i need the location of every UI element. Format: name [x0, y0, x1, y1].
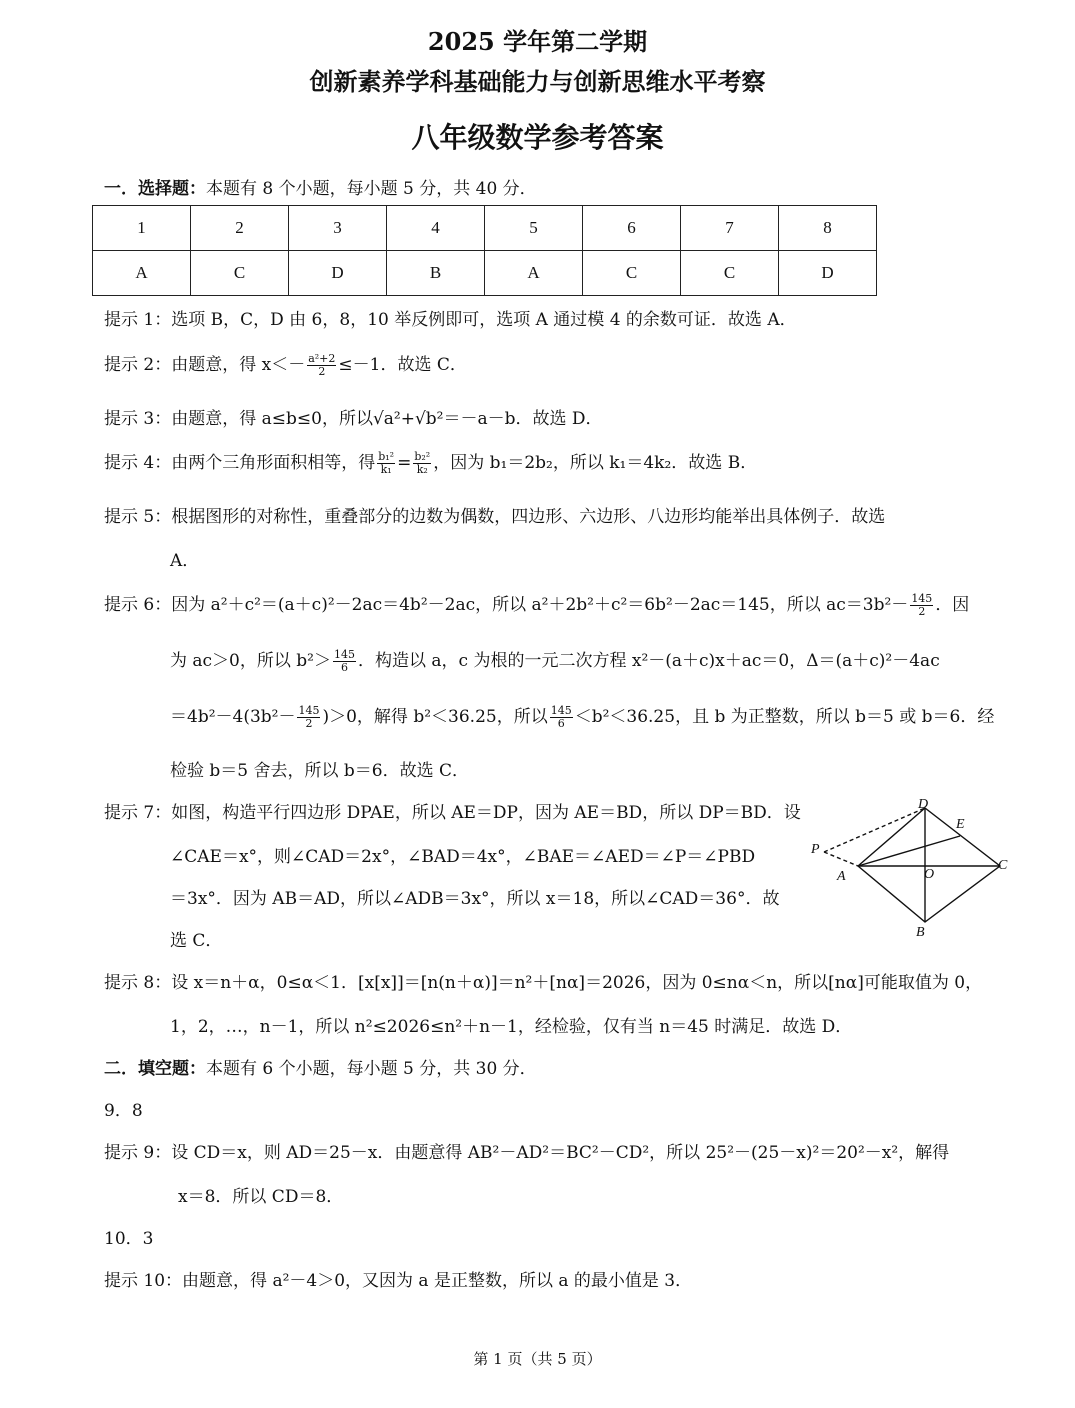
hint-6-text: )＞0，解得 b²＜36.25，所以	[322, 707, 548, 727]
segment-pd-dashed	[824, 808, 925, 852]
answer-table-number-row	[93, 206, 877, 251]
table-cell: 3	[289, 206, 387, 251]
hint-6-line-2	[170, 646, 940, 674]
table-cell: 7	[681, 206, 779, 251]
table-cell: C	[583, 251, 681, 296]
hint-4	[104, 448, 757, 476]
fraction	[333, 649, 356, 674]
hint-6-text: ．因	[935, 595, 970, 615]
section-2-desc: 本题有 6 个小题，每小题 5 分，共 30 分．	[206, 1059, 537, 1079]
table-cell: A	[485, 251, 583, 296]
equals-sign: =	[397, 453, 412, 473]
fraction-numerator: 145	[333, 648, 355, 661]
section-1-heading	[104, 174, 537, 199]
fraction-numerator: 145	[911, 592, 933, 605]
hint-7-line-3: ＝3x°．因为 AB＝AD，所以∠ADB＝3x°，所以 x＝18，所以∠CAD＝36°．故	[170, 889, 780, 909]
hint-4-post: ，因为 b₁＝2b₂，所以 k₁＝4k₂．故选 B．	[433, 453, 758, 473]
answer-10: 10．3	[104, 1229, 154, 1249]
fraction-denominator: 6	[340, 661, 348, 674]
hint-5-line-2: A．	[170, 551, 200, 571]
hint-8-line-2: 1，2，…，n－1，所以 n²≤2026≤n²＋n－1，经检验，仅有当 n＝45 时满足．故选 D．	[170, 1017, 853, 1037]
hint-2	[104, 350, 467, 378]
fraction-denominator: k₂	[416, 463, 428, 476]
label-o: O	[924, 867, 935, 882]
label-c: C	[998, 858, 1008, 873]
hint-7-line-1: 提示 7：如图，构造平行四边形 DPAE，所以 AE＝DP，因为 AE＝BD，所以 DP＝BD．设	[104, 803, 801, 823]
hint-6-text: 提示 6：因为 a²＋c²＝(a＋c)²－2ac＝4b²－2ac，所以 a²＋2b²＋c²＝6b²－2ac＝145，所以 ac＝3b²－	[104, 595, 909, 615]
table-cell: B	[387, 251, 485, 296]
hint-4-pre: 提示 4：由两个三角形面积相等，得	[104, 453, 376, 473]
table-cell: 4	[387, 206, 485, 251]
hint-6-line-4: 检验 b＝5 舍去，所以 b＝6．故选 C．	[170, 761, 470, 781]
label-p: P	[811, 842, 820, 857]
header-line-1: 2025 学年第二学期	[427, 27, 648, 56]
hint-3: 提示 3：由题意，得 a≤b≤0，所以√a²+√b²＝－a－b．故选 D．	[104, 409, 603, 429]
hint-7-line-2: ∠CAE＝x°，则∠CAD＝2x°，∠BAD＝4x°，∠BAE＝∠AED＝∠P＝∠PBD	[170, 847, 756, 867]
hint-7-line-4: 选 C．	[170, 931, 223, 951]
label-d: D	[918, 797, 929, 812]
fraction	[307, 353, 336, 378]
fraction-numerator: b₂²	[414, 450, 431, 463]
hint-6-text: ．构造以 a，c 为根的一元二次方程 x²－(a＋c)x＋ac＝0，Δ＝(a＋c)²－4ac	[357, 651, 940, 671]
table-cell: 8	[779, 206, 877, 251]
hint-9-line-1: 提示 9：设 CD＝x，则 AD＝25－x．由题意得 AB²－AD²＝BC²－CD²，所以 25²－(25－x)²＝20²－x²，解得	[104, 1143, 950, 1163]
hint-9-line-2: x＝8．所以 CD＝8．	[178, 1187, 344, 1207]
fraction-denominator: 2	[318, 365, 326, 378]
answer-table-answer-row	[93, 251, 877, 296]
hint-6-text: 为 ac＞0，所以 b²＞	[170, 651, 331, 671]
table-cell: A	[93, 251, 191, 296]
hint-8-line-1: 提示 8：设 x＝n＋α，0≤α＜1．[x[x]]＝[n(n＋α)]＝n²＋[nα]＝2026，因为 0≤nα＜n，所以[nα]可能取值为 0，	[104, 973, 983, 993]
label-e: E	[956, 817, 965, 832]
section-2-heading	[104, 1054, 537, 1079]
hint-6-text: ＜b²＜36.25，且 b 为正整数，所以 b＝5 或 b＝6．经	[574, 707, 995, 727]
fraction	[377, 451, 395, 476]
section-1-label: 一．选择题：	[104, 179, 206, 199]
header-line-2: 创新素养学科基础能力与创新思维水平考察	[309, 67, 766, 96]
fraction-denominator: 2	[305, 717, 313, 730]
table-cell: C	[681, 251, 779, 296]
table-cell: D	[779, 251, 877, 296]
fraction	[413, 451, 431, 476]
segment-pa-dashed	[824, 852, 858, 866]
fraction-denominator: 6	[557, 717, 565, 730]
label-a: A	[837, 869, 846, 884]
fraction-numerator: 145	[298, 704, 320, 717]
page-footer: 第 1 页（共 5 页）	[473, 1350, 602, 1368]
fraction-denominator: 2	[918, 605, 926, 618]
fraction	[297, 705, 320, 730]
fraction	[550, 705, 573, 730]
fraction-numerator: a²+2	[308, 352, 336, 365]
fraction-denominator: k₁	[380, 463, 392, 476]
hint-6-line-1	[104, 590, 969, 618]
label-b: B	[916, 925, 925, 940]
table-cell: 5	[485, 206, 583, 251]
rhombus-abcd	[858, 808, 1000, 922]
fraction	[910, 593, 933, 618]
segment-ae	[858, 836, 960, 866]
fraction-numerator: b₁²	[378, 450, 395, 463]
table-cell: C	[191, 251, 289, 296]
hint-10: 提示 10：由题意，得 a²－4＞0，又因为 a 是正整数，所以 a 的最小值是 3．	[104, 1271, 693, 1291]
hint-5-line-1: 提示 5：根据图形的对称性，重叠部分的边数为偶数，四边形、六边形、八边形均能举出具体例子．故选	[104, 507, 886, 527]
hint-2-post: ≤－1．故选 C．	[338, 355, 467, 375]
fraction-numerator: 145	[550, 704, 572, 717]
answer-table	[92, 205, 877, 296]
geometry-figure	[810, 796, 1030, 941]
section-1-desc: 本题有 8 个小题，每小题 5 分，共 40 分．	[206, 179, 537, 199]
table-cell: 1	[93, 206, 191, 251]
table-cell: D	[289, 251, 387, 296]
hint-2-pre: 提示 2：由题意，得 x＜－	[104, 355, 306, 375]
hint-1: 提示 1：选项 B，C，D 由 6，8，10 举反例即可，选项 A 通过模 4 的余数可证．故选 A．	[104, 310, 797, 330]
answer-9: 9．8	[104, 1101, 143, 1121]
section-2-label: 二．填空题：	[104, 1059, 206, 1079]
page-title: 八年级数学参考答案	[411, 121, 664, 154]
hint-6-line-3	[170, 702, 994, 730]
table-cell: 2	[191, 206, 289, 251]
hint-6-text: ＝4b²－4(3b²－	[170, 707, 296, 727]
table-cell: 6	[583, 206, 681, 251]
